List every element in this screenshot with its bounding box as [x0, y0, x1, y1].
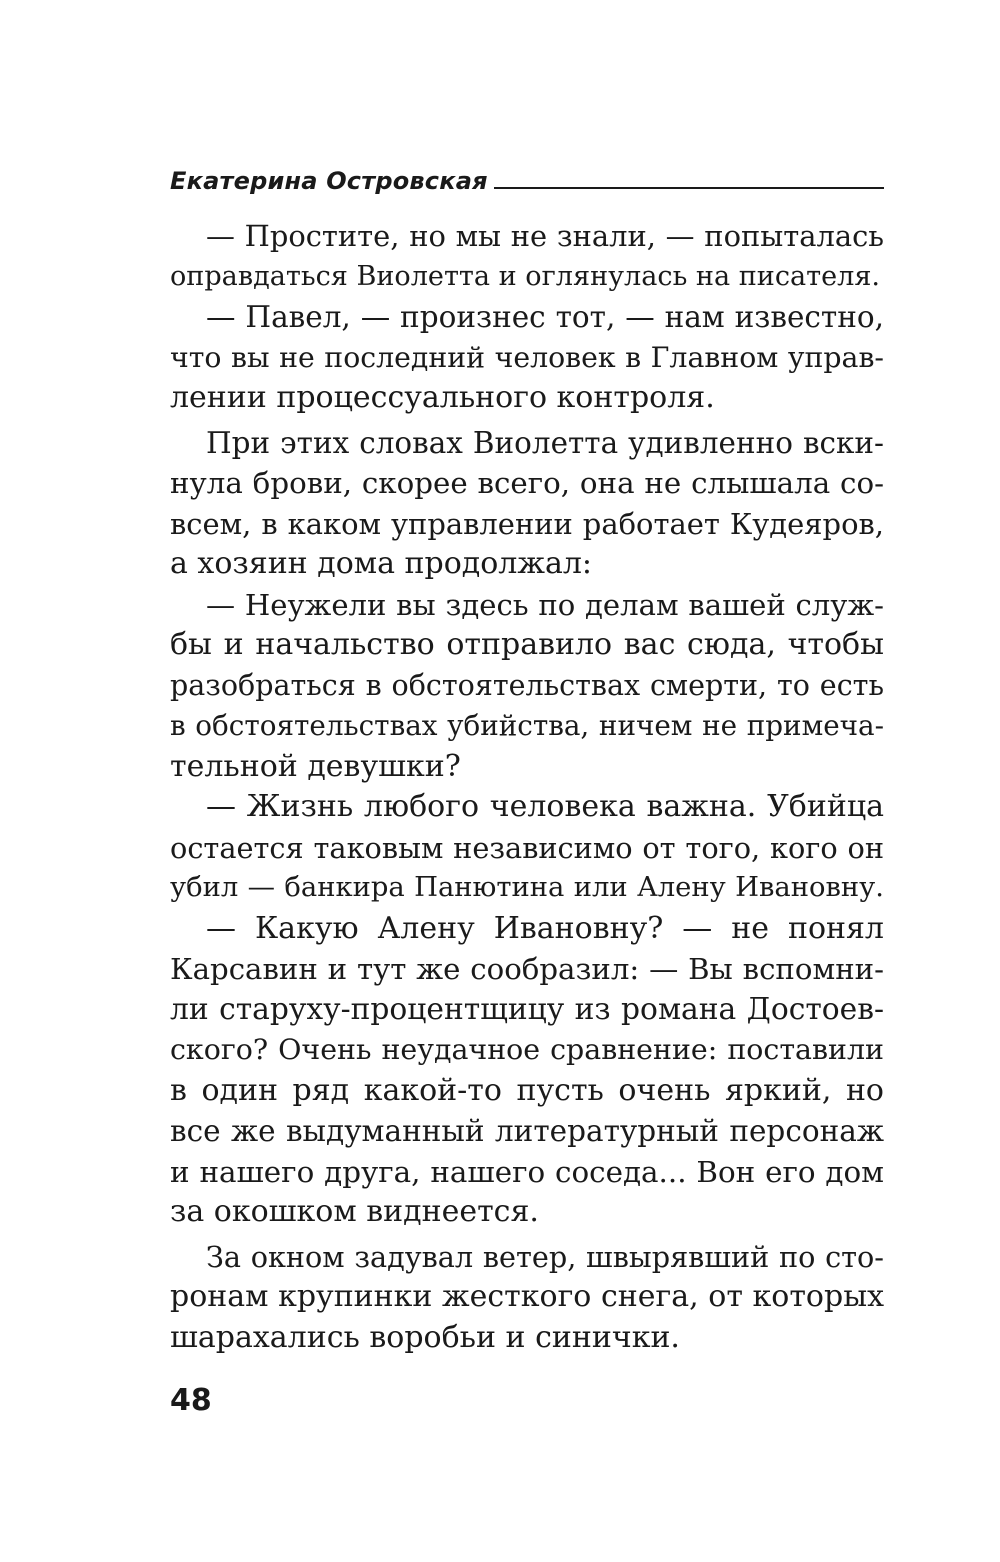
text-line: — Павел, — произнес тот, — нам известно, [206, 300, 884, 334]
text-line: убил — банкира Панютина или Алену Ивановну. [170, 872, 884, 903]
text-line: оправдаться Виолетта и оглянулась на писателя. [170, 260, 881, 292]
text-line: остается таковым независимо от того, кого он [170, 830, 884, 865]
text-line: разобраться в обстоятельствах смерти, то есть [170, 668, 884, 702]
paragraph-6 [170, 909, 884, 1233]
page-number: 48 [170, 1383, 212, 1418]
running-head-rule [494, 187, 884, 189]
text-line: шарахались воробьи и синички. [170, 1319, 680, 1355]
text-line: Карсавин и тут же сообразил: — Вы вспомни- [170, 952, 884, 986]
body-text [170, 216, 884, 1358]
text-line: лении процессуального контроля. [170, 380, 715, 415]
text-line: — Неужели вы здесь по делам вашей служ- [206, 587, 884, 622]
text-line: При этих словах Виолетта удивленно вски- [206, 425, 884, 460]
text-line: нула брови, скорее всего, она не слышала со- [170, 466, 884, 500]
text-line: ронам крупинки жесткого снега, от которых [170, 1279, 884, 1314]
text-line: — Жизнь любого человека важна. Убийца [206, 789, 884, 824]
text-line: в обстоятельствах убийства, ничем не примеча- [170, 709, 884, 742]
text-line: а хозяин дома продолжал: [170, 546, 593, 581]
text-line: за окошком виднеется. [170, 1194, 539, 1229]
text-line: и нашего друга, нашего соседа... Вон его дом [170, 1154, 884, 1189]
text-line: За окном задувал ветер, швырявший по сто- [206, 1239, 884, 1274]
paragraph-7 [170, 1237, 884, 1359]
paragraph-5 [170, 787, 884, 909]
paragraph-1 [170, 216, 884, 297]
running-head [170, 160, 884, 194]
text-line: все же выдуманный литературный персонаж [170, 1114, 884, 1148]
text-line: тельной девушки? [170, 748, 461, 784]
text-line: бы и начальство отправило вас сюда, чтобы [170, 627, 884, 662]
paragraph-2 [170, 297, 884, 419]
text-line: — Простите, но мы не знали, — попыталась [206, 219, 884, 253]
text-line: что вы не последний человек в Главном управ- [170, 340, 884, 374]
paragraph-4 [170, 585, 884, 788]
text-line: всем, в каком управлении работает Кудеяров, [170, 506, 884, 541]
text-line: ли старуху-процентщицу из романа Достоев- [170, 991, 884, 1027]
text-line: в один ряд какой-то пусть очень яркий, но [170, 1072, 884, 1108]
running-head-author: Екатерина Островская [170, 167, 488, 195]
text-line: ского? Очень неудачное сравнение: поставили [170, 1033, 884, 1066]
text-line: — Какую Алену Ивановну? — не понял [206, 910, 884, 946]
paragraph-3 [170, 423, 884, 585]
